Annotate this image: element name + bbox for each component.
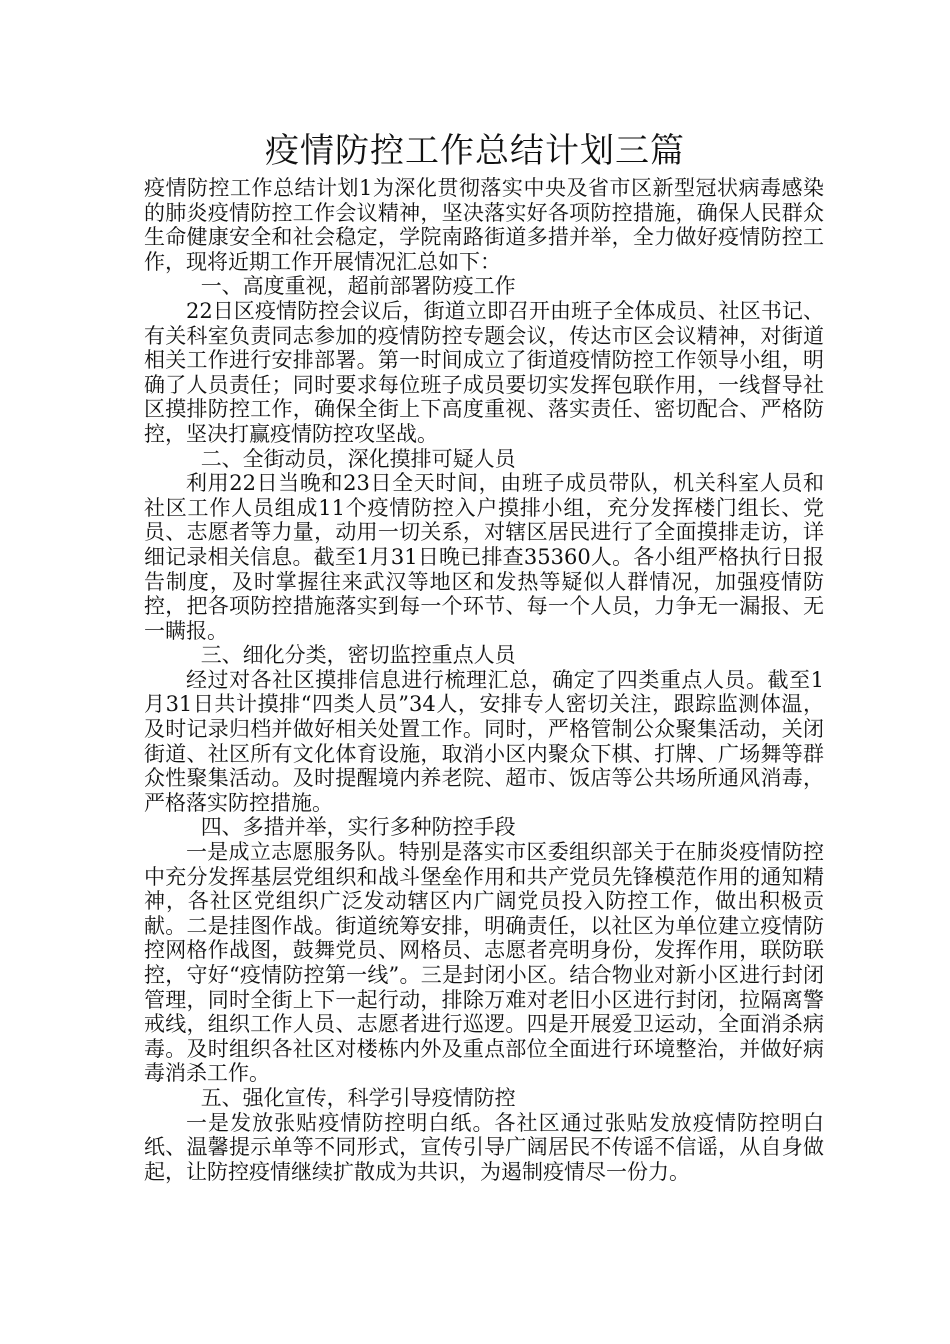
section-paragraph-2: 利用22日当晚和23日全天时间，由班子成员带队，机关科室人员和社区工作人员组成11个疫情防控入户摸排小组，充分发挥楼门组长、党员、志愿者等力量，动用一切关系，对辖区居民进行了全面摸排走访，详细记录相关信息。截至1月31日晚已排查35360人。各小组严格执行日报告制度，及时掌握往来武汉等地区和发热等疑似人群情况，加强疫情防控，把各项防控措施落实到每一个环节、每一个人员，力争无一漏报、无一瞒报。 <box>144 471 824 643</box>
section-heading-3: 三、细化分类，密切监控重点人员 <box>200 643 516 668</box>
section-paragraph-4: 一是成立志愿服务队。特别是落实市区委组织部关于在肺炎疫情防控中充分发挥基层党组织和战斗堡垒作用和共产党员先锋模范作用的通知精神，各社区党组织广泛发动辖区内广阔党员投入防控工作，做出积极贡献。二是挂图作战。街道统筹安排，明确责任，以社区为单位建立疫情防控网格作战图，鼓舞党员、网格员、志愿者亮明身份，发挥作用，联防联控，守好“疫情防控第一线”。三是封闭小区。结合物业对新小区进行封闭管理，同时全街上下一起行动，排除万难对老旧小区进行封闭，拉隔离警戒线，组织工作人员、志愿者进行巡逻。四是开展爱卫运动，全面消杀病毒。及时组织各社区对楼栋内外及重点部位全面进行环境整治，并做好病毒消杀工作。 <box>144 840 824 1086</box>
section-heading-5: 五、强化宣传，科学引导疫情防控 <box>200 1085 516 1110</box>
document-body <box>144 176 824 1184</box>
section-heading-4: 四、多措并举，实行多种防控手段 <box>200 815 516 840</box>
section-heading-2: 二、全街动员，深化摸排可疑人员 <box>200 446 516 471</box>
section-heading-1: 一、高度重视，超前部署防疫工作 <box>200 274 516 299</box>
section-paragraph-3: 经过对各社区摸排信息进行梳理汇总，确定了四类重点人员。截至1月31日共计摸排“四类人员”34人，安排专人密切关注，跟踪监测体温，及时记录归档并做好相关处置工作。同时，严格管制公众聚集活动，关闭街道、社区所有文化体育设施，取消小区内聚众下棋、打牌、广场舞等群众性聚集活动。及时提醒境内养老院、超市、饭店等公共场所通风消毒，严格落实防控措施。 <box>144 667 824 815</box>
document-title: 疫情防控工作总结计划三篇 <box>265 131 685 171</box>
section-paragraph-5: 一是发放张贴疫情防控明白纸。各社区通过张贴发放疫情防控明白纸、温馨提示单等不同形式，宣传引导广阔居民不传谣不信谣，从自身做起，让防控疫情继续扩散成为共识，为遏制疫情尽一份力。 <box>144 1110 824 1184</box>
section-paragraph-1: 22日区疫情防控会议后，街道立即召开由班子全体成员、社区书记、有关科室负责同志参加的疫情防控专题会议，传达市区会议精神，对街道相关工作进行安排部署。第一时间成立了街道疫情防控工作领导小组，明确了人员责任；同时要求每位班子成员要切实发挥包联作用，一线督导社区摸排防控工作，确保全街上下高度重视、落实责任、密切配合、严格防控，坚决打赢疫情防控攻坚战。 <box>144 298 824 446</box>
intro-paragraph: 疫情防控工作总结计划1为深化贯彻落实中央及省市区新型冠状病毒感染的肺炎疫情防控工作会议精神，坚决落实好各项防控措施，确保人民群众生命健康安全和社会稳定，学院南路街道多措并举，全力做好疫情防控工作，现将近期工作开展情况汇总如下： <box>144 176 824 274</box>
